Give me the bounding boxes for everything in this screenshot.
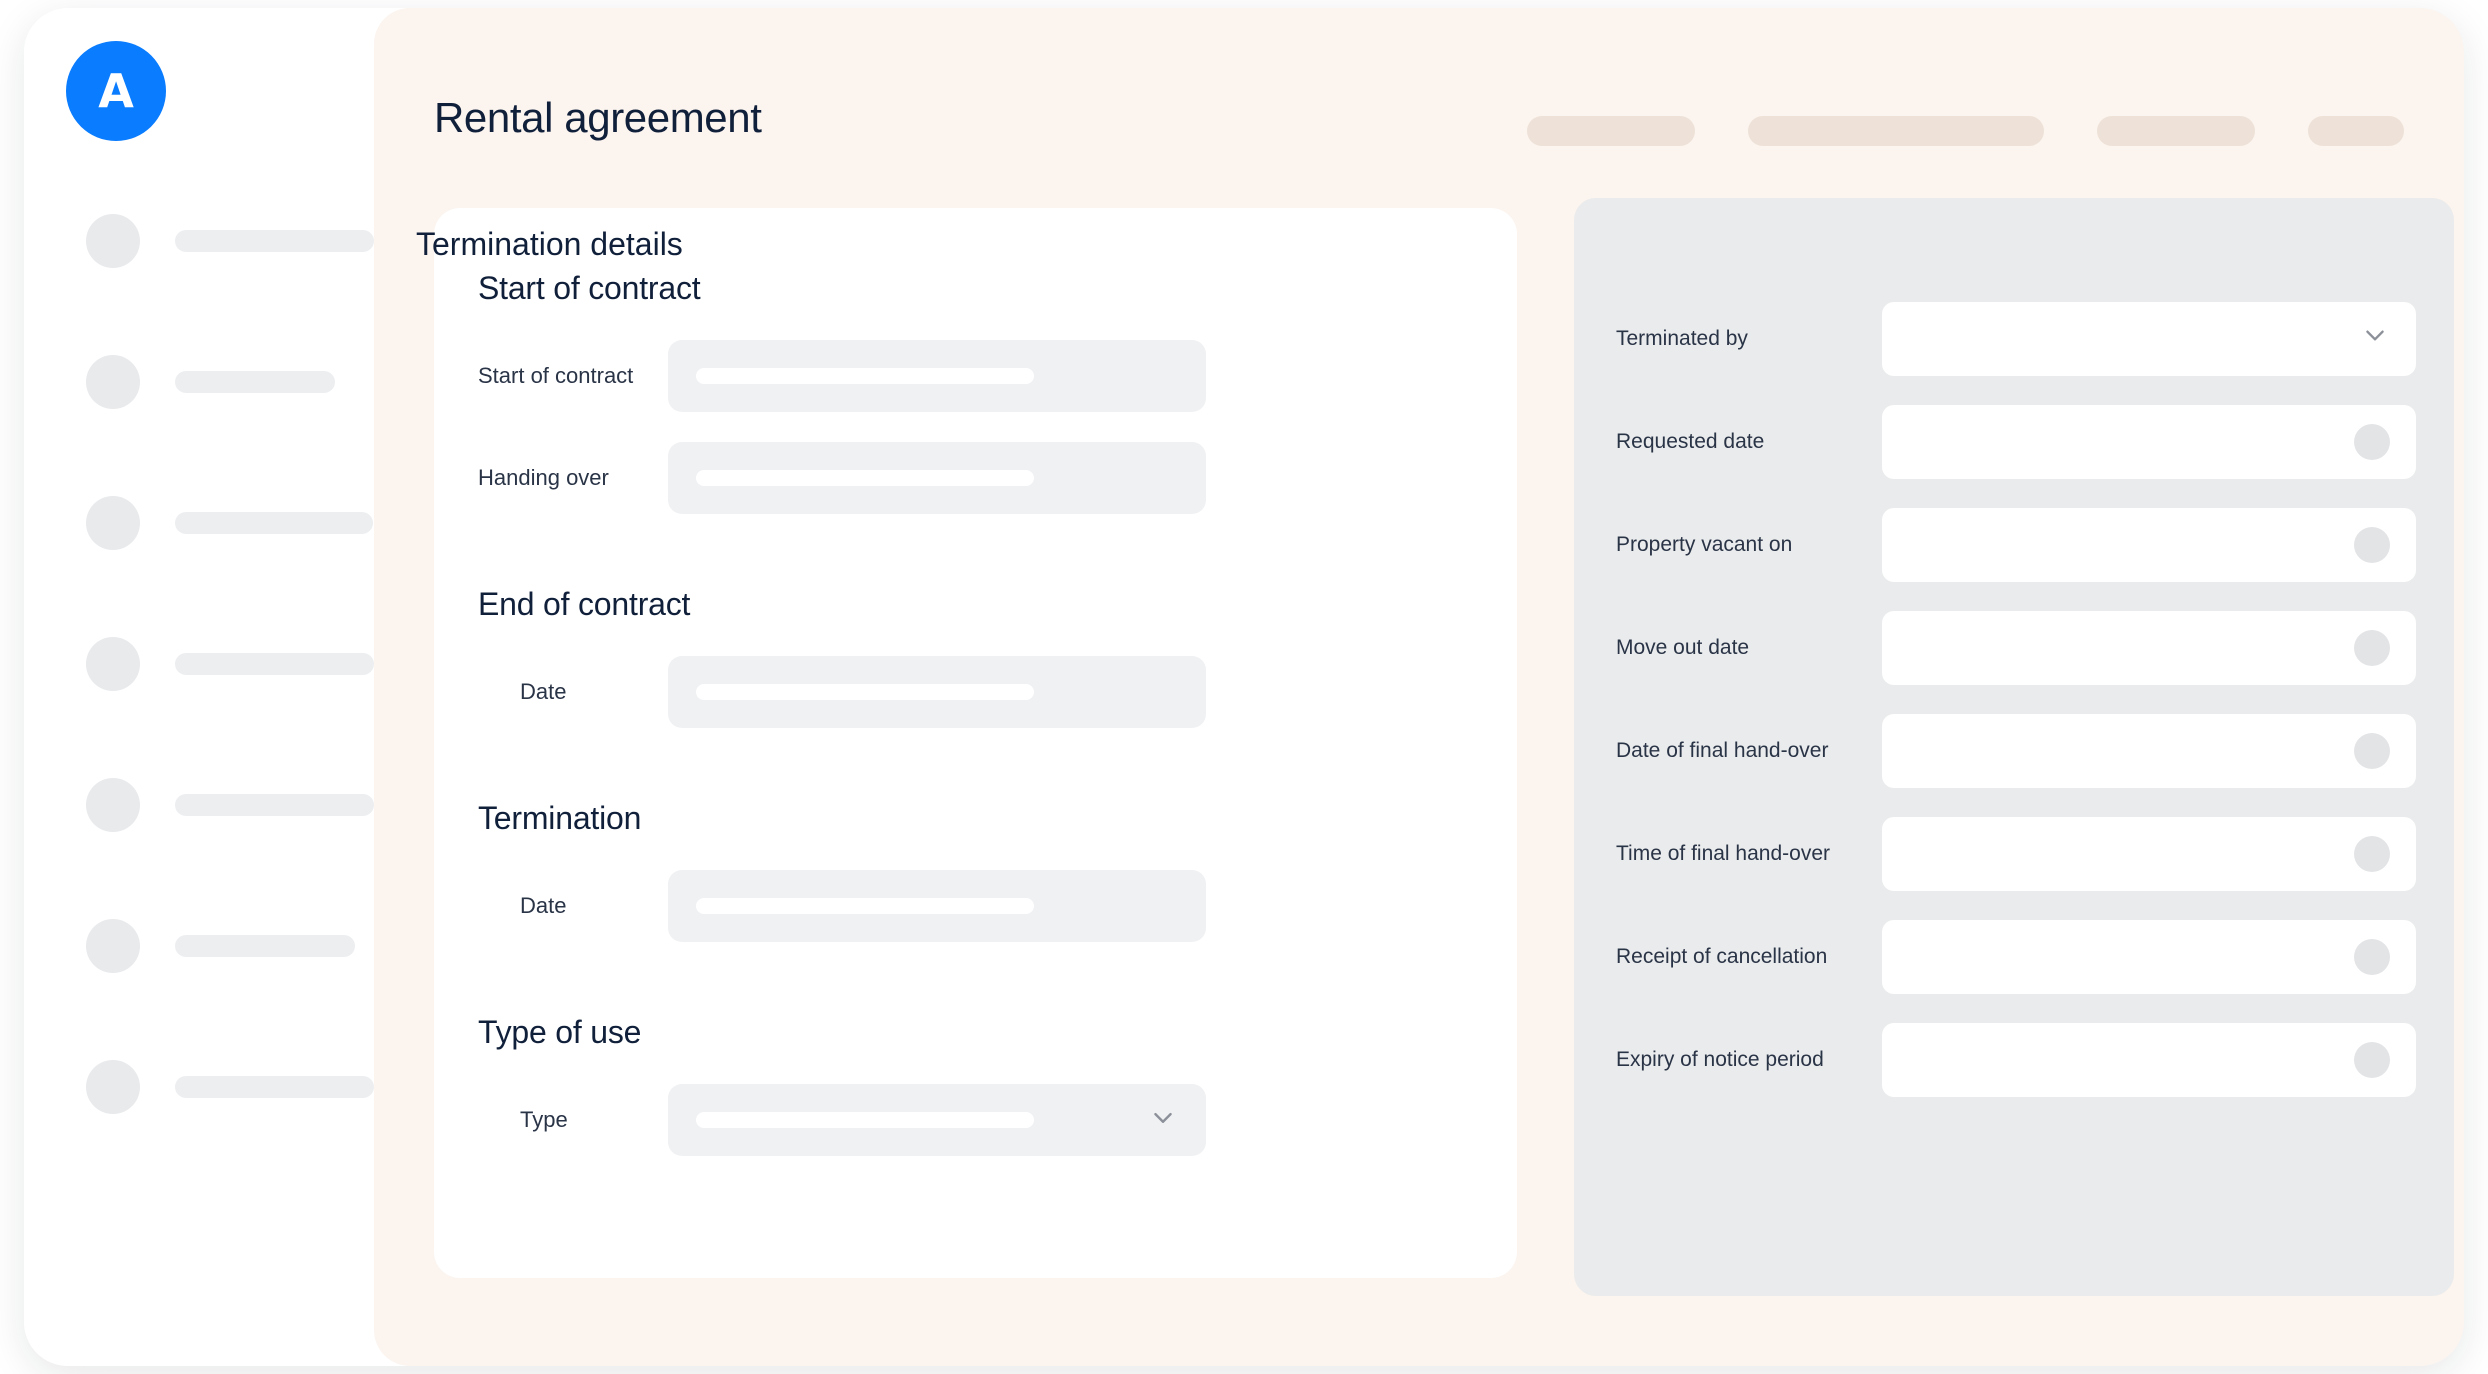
- calendar-icon[interactable]: [2354, 836, 2390, 872]
- termination-field-label: Terminated by: [1616, 327, 1748, 350]
- select-type[interactable]: [668, 1084, 1206, 1156]
- sidebar-item-icon: [86, 214, 140, 268]
- date-input-move-out-date[interactable]: [1882, 611, 2416, 685]
- header-pill-2[interactable]: [1748, 116, 2044, 146]
- form-row: [478, 442, 1473, 514]
- section-heading-3: Termination: [478, 800, 642, 836]
- sidebar-item-2[interactable]: [24, 345, 374, 419]
- chevron-down-icon: [2362, 322, 2388, 353]
- termination-row: [1616, 1023, 2416, 1097]
- sidebar-item-6[interactable]: [24, 909, 374, 983]
- termination-row: [1616, 714, 2416, 788]
- termination-field-label: Receipt of cancellation: [1616, 945, 1828, 968]
- termination-row: [1616, 817, 2416, 891]
- sidebar-item-label: [175, 794, 374, 816]
- field-value-placeholder: [696, 368, 1034, 384]
- logo-glyph: A: [98, 64, 134, 118]
- sidebar-item-icon: [86, 919, 140, 973]
- date-input-time-of-final-hand-over[interactable]: [1882, 817, 2416, 891]
- termination-field-label: Date of final hand-over: [1616, 739, 1829, 762]
- calendar-icon[interactable]: [2354, 1042, 2390, 1078]
- header-pill-1[interactable]: [1527, 116, 1695, 146]
- sidebar-item-icon: [86, 637, 140, 691]
- field-label: Date: [520, 893, 567, 918]
- termination-field-label: Requested date: [1616, 430, 1765, 453]
- input-date[interactable]: [668, 656, 1206, 728]
- input-handing-over[interactable]: [668, 442, 1206, 514]
- sidebar-item-icon: [86, 496, 140, 550]
- calendar-icon[interactable]: [2354, 630, 2390, 666]
- app-logo[interactable]: [66, 41, 166, 141]
- termination-details-title: Termination details: [416, 226, 683, 262]
- calendar-icon[interactable]: [2354, 939, 2390, 975]
- calendar-icon[interactable]: [2354, 527, 2390, 563]
- header-pill-3[interactable]: [2097, 116, 2255, 146]
- input-start-of-contract[interactable]: [668, 340, 1206, 412]
- field-label: Type: [520, 1107, 568, 1132]
- termination-row: [1616, 508, 2416, 582]
- form-row: [478, 340, 1473, 412]
- app-window: [24, 8, 2464, 1366]
- calendar-icon[interactable]: [2354, 733, 2390, 769]
- sidebar-item-icon: [86, 778, 140, 832]
- termination-field-label: Expiry of notice period: [1616, 1048, 1824, 1071]
- termination-row: [1616, 405, 2416, 479]
- field-label: Start of contract: [478, 363, 634, 388]
- section-heading-1: Start of contract: [478, 270, 701, 306]
- field-value-placeholder: [696, 1112, 1034, 1128]
- sidebar-item-label: [175, 512, 373, 534]
- sidebar-item-icon: [86, 1060, 140, 1114]
- date-input-date-of-final-hand-over[interactable]: [1882, 714, 2416, 788]
- main-content: [374, 8, 2464, 1366]
- field-label: Handing over: [478, 465, 609, 490]
- header-placeholder-pills: [1527, 116, 2404, 146]
- termination-row: [1616, 611, 2416, 685]
- date-input-requested-date[interactable]: [1882, 405, 2416, 479]
- sidebar-item-label: [175, 371, 335, 393]
- select-terminated-by[interactable]: [1882, 302, 2416, 376]
- sidebar-nav: [24, 204, 374, 1191]
- chevron-down-icon: [1150, 1104, 1176, 1130]
- date-input-expiry-of-notice-period[interactable]: [1882, 1023, 2416, 1097]
- field-value-placeholder: [696, 684, 1034, 700]
- sidebar-item-3[interactable]: [24, 486, 374, 560]
- header-pill-4[interactable]: [2308, 116, 2404, 146]
- calendar-icon[interactable]: [2354, 424, 2390, 460]
- field-value-placeholder: [696, 898, 1034, 914]
- form-row: [478, 1084, 1473, 1156]
- page-title: Rental agreement: [434, 94, 762, 141]
- field-label: Date: [520, 679, 567, 704]
- termination-field-label: Move out date: [1616, 636, 1750, 659]
- sidebar-item-label: [175, 230, 374, 252]
- date-input-receipt-of-cancellation[interactable]: [1882, 920, 2416, 994]
- sidebar-item-1[interactable]: [24, 204, 374, 278]
- termination-details-rows: [1616, 302, 2416, 1126]
- sidebar-item-5[interactable]: [24, 768, 374, 842]
- field-value-placeholder: [696, 470, 1034, 486]
- date-input-property-vacant-on[interactable]: [1882, 508, 2416, 582]
- sidebar-item-label: [175, 935, 355, 957]
- sidebar-item-label: [175, 1076, 374, 1098]
- termination-row: [1616, 302, 2416, 376]
- form-row: [478, 870, 1473, 942]
- contract-form-card: [434, 208, 1517, 1278]
- section-heading-2: End of contract: [478, 586, 691, 622]
- form-row: [478, 656, 1473, 728]
- sidebar-item-7[interactable]: [24, 1050, 374, 1124]
- sidebar-item-icon: [86, 355, 140, 409]
- termination-row: [1616, 920, 2416, 994]
- termination-field-label: Property vacant on: [1616, 533, 1793, 556]
- input-date[interactable]: [668, 870, 1206, 942]
- sidebar: [24, 8, 374, 1366]
- termination-field-label: Time of final hand-over: [1616, 842, 1830, 865]
- sidebar-item-label: [175, 653, 374, 675]
- sidebar-item-4[interactable]: [24, 627, 374, 701]
- section-heading-4: Type of use: [478, 1014, 642, 1050]
